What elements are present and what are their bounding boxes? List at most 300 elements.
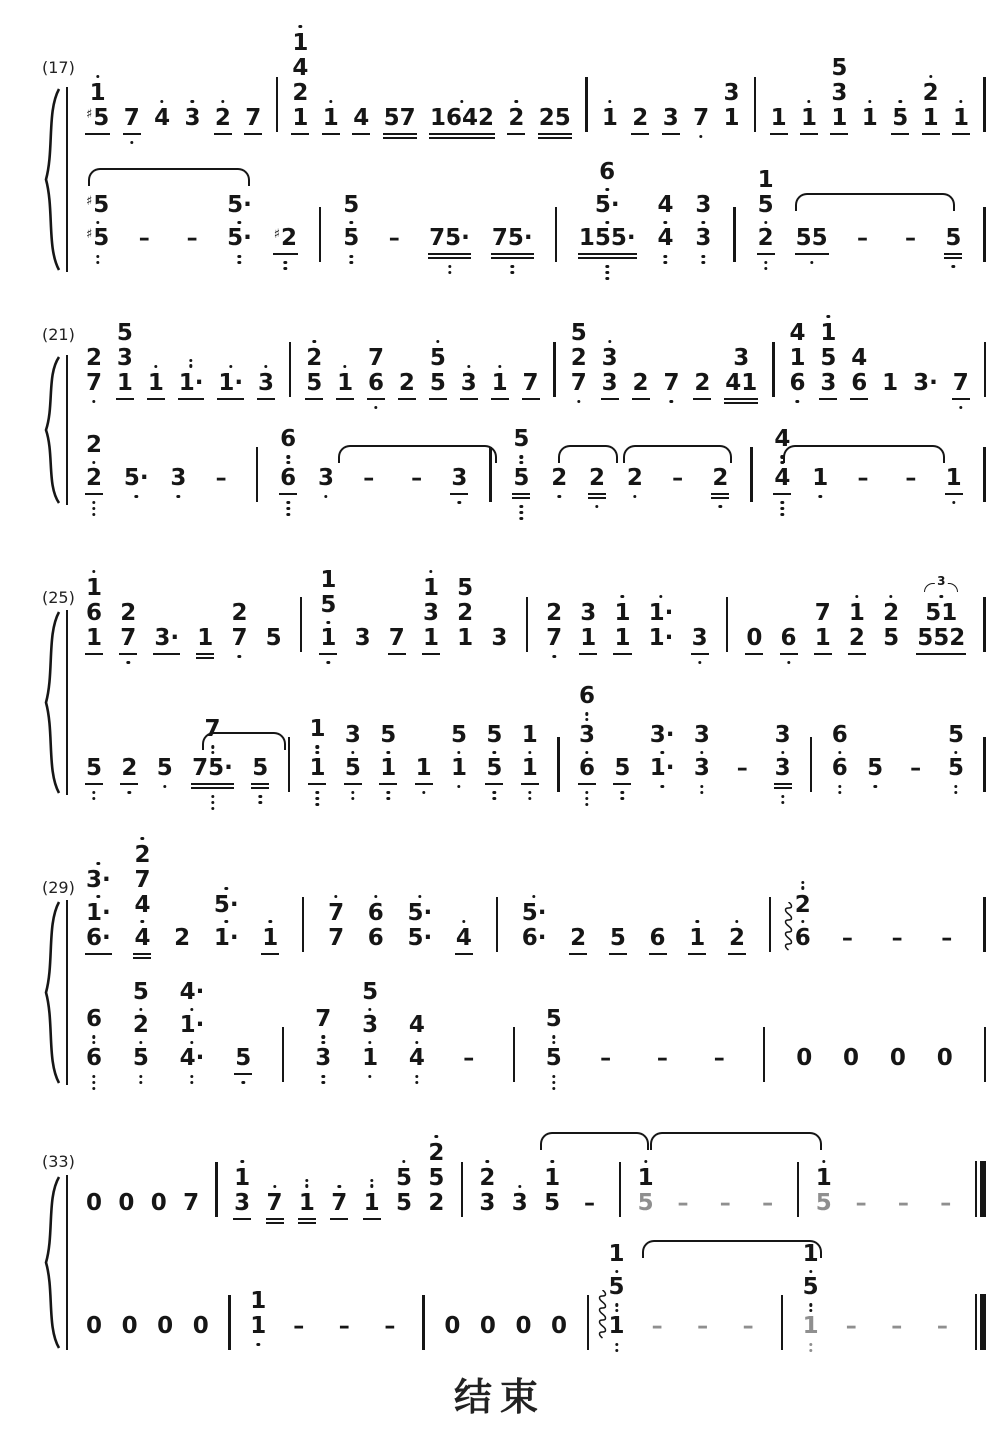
dash-hold: – — [855, 1191, 867, 1216]
octave-dot — [515, 100, 518, 103]
octave-dot — [585, 791, 588, 794]
note-digit: 3 — [345, 724, 361, 755]
beam-underline — [251, 783, 269, 785]
note-token — [214, 886, 239, 950]
beam-underline — [308, 783, 326, 785]
octave-dots-below — [700, 785, 703, 794]
octave-dot — [92, 1081, 95, 1084]
octave-dot — [97, 895, 100, 898]
note-token — [364, 1178, 380, 1215]
octave-dot — [605, 265, 608, 268]
octave-dot — [809, 1349, 812, 1352]
note-digit: 3 — [723, 80, 740, 106]
note-digit: 2 — [479, 1159, 495, 1190]
note-token — [663, 107, 679, 130]
octave-dot — [448, 271, 451, 274]
octave-dot — [781, 507, 784, 510]
rest-token — [118, 1192, 134, 1215]
note-digit: 1 — [451, 755, 468, 781]
note-token — [725, 347, 757, 395]
octave-dots-below — [664, 255, 667, 264]
note-digit: 1 — [250, 1313, 267, 1339]
octave-dots-below — [605, 265, 608, 280]
note-token — [183, 1192, 199, 1215]
octave-dot — [940, 595, 943, 598]
note-token — [154, 99, 170, 130]
octave-dot — [660, 785, 663, 788]
octave-dot — [284, 261, 287, 264]
octave-dot — [498, 365, 501, 368]
dash-token — [729, 758, 755, 780]
octave-dots-below — [92, 791, 95, 800]
slur-tie — [540, 1132, 649, 1150]
octave-dot — [286, 513, 289, 516]
octave-dot — [700, 785, 703, 788]
note-token — [570, 927, 586, 950]
beam-underline — [428, 257, 471, 259]
note-digit: 5· — [407, 925, 433, 951]
note-token — [234, 1159, 250, 1215]
octave-dot — [269, 920, 272, 923]
octave-dot — [855, 595, 858, 598]
rest-token — [193, 1315, 209, 1338]
note-token — [546, 602, 562, 650]
note-token — [923, 74, 939, 130]
note-token — [796, 227, 828, 250]
note-digit: 7 — [693, 105, 710, 131]
beam-underline — [367, 398, 385, 400]
barline — [772, 342, 774, 397]
octave-dot — [225, 887, 228, 890]
note-digit: 1 — [299, 1178, 315, 1215]
note-digit: 1 — [689, 919, 705, 950]
beam-underline — [123, 133, 141, 135]
beam-underline — [120, 783, 138, 785]
dash-token — [649, 1048, 675, 1070]
note-digit: 3 — [317, 465, 334, 491]
note-digit: 6 — [789, 370, 806, 396]
octave-dot — [700, 751, 703, 754]
note-token — [399, 372, 415, 395]
octave-dot — [615, 1349, 618, 1352]
barline — [754, 77, 756, 132]
octave-dot — [189, 364, 192, 367]
rest-token — [480, 1315, 496, 1338]
dash-hold: – — [857, 226, 869, 251]
beam-underline — [491, 398, 509, 400]
note-digit: 3 — [662, 105, 679, 131]
octave-dot — [436, 340, 439, 343]
octave-dot — [324, 495, 327, 498]
octave-dot — [92, 1035, 95, 1038]
octave-dot — [225, 920, 228, 923]
note-digit: 0 — [889, 1045, 906, 1071]
note-token — [491, 627, 507, 650]
note-digit: 3 — [695, 194, 711, 225]
note-digit: 5 — [344, 755, 361, 781]
note-digit: 4 — [154, 99, 170, 130]
note-digit: 3 — [694, 724, 710, 755]
octave-dot — [838, 751, 841, 754]
note-digit: 5· — [123, 465, 149, 491]
octave-dot — [238, 655, 241, 658]
note-digit: 5 — [545, 1045, 562, 1071]
dash-hold: – — [905, 466, 917, 491]
note-digit: 1 — [953, 99, 969, 130]
note-token — [409, 1014, 425, 1070]
dash-hold: – — [904, 226, 916, 251]
octave-dot — [552, 1081, 555, 1084]
note-digit: 3 — [820, 370, 837, 396]
note-digit: 5 — [343, 225, 360, 251]
note-token — [610, 927, 626, 950]
note-token — [396, 1159, 412, 1215]
note-token — [266, 627, 282, 650]
note-digit: 75· — [491, 225, 533, 251]
barline — [276, 77, 278, 132]
note-token — [544, 1159, 560, 1215]
note-digit: 6 — [368, 370, 385, 396]
octave-dot — [329, 100, 332, 103]
note-token — [638, 1159, 654, 1215]
beam-underline — [398, 398, 416, 400]
beam-underline — [383, 137, 417, 139]
note-digit: 5 — [362, 981, 378, 1012]
octave-dot — [827, 315, 830, 318]
octave-dots-below — [351, 791, 354, 800]
note-token — [430, 339, 446, 395]
octave-dots-below — [520, 505, 523, 520]
note-token — [197, 627, 213, 650]
beam-underline — [588, 493, 606, 495]
note-token — [657, 194, 673, 250]
note-digit: 4 — [409, 1014, 425, 1045]
note-digit: 5 — [815, 1190, 832, 1216]
note-token — [368, 347, 384, 395]
note-digit: 5 — [546, 1008, 562, 1045]
note-token — [86, 569, 102, 650]
octave-dot — [660, 751, 663, 754]
beam-underline — [662, 133, 680, 135]
note-digit: 0 — [515, 1313, 532, 1339]
octave-dot — [229, 365, 232, 368]
note-digit: 2 — [626, 465, 643, 491]
octave-dot — [615, 1309, 618, 1312]
octave-dot — [154, 365, 157, 368]
octave-dots-below — [702, 255, 705, 264]
octave-dot — [370, 1184, 373, 1187]
note-digit: 2 — [428, 1190, 445, 1216]
beam-underline — [774, 783, 792, 785]
note-digit: 7 — [86, 370, 103, 396]
rest-token — [515, 1315, 531, 1338]
barline — [282, 1027, 284, 1082]
note-digit: 4 — [657, 225, 674, 251]
dash-hold: – — [363, 466, 375, 491]
octave-dots-below — [126, 661, 129, 664]
note-digit: 2 — [231, 600, 248, 626]
octave-dot — [299, 25, 302, 28]
octave-dot — [322, 1075, 325, 1078]
octave-dots-below — [316, 791, 319, 806]
dash-hold: – — [463, 1046, 475, 1071]
slur-tie — [642, 1240, 822, 1258]
beam-underline — [153, 653, 180, 655]
dash-hold: – — [338, 1314, 350, 1339]
note-token — [795, 880, 811, 950]
barline — [983, 207, 985, 262]
octave-dots-below — [959, 406, 962, 409]
beam-underline — [233, 1218, 251, 1220]
octave-dots-below — [633, 495, 636, 498]
dash-token — [286, 1316, 312, 1338]
note-digit: 1 — [292, 105, 309, 131]
octave-dot — [139, 1081, 142, 1084]
octave-dots-below — [211, 795, 214, 810]
barline — [256, 447, 258, 502]
note-digit: 5 — [831, 55, 848, 81]
beam-underline — [133, 957, 151, 959]
note-token — [258, 364, 274, 395]
note-digit: 3 — [775, 724, 791, 755]
octave-dot — [621, 791, 624, 794]
note-digit: 1 — [882, 370, 899, 396]
note-digit: 5 — [132, 1045, 149, 1071]
octave-dot — [422, 791, 425, 794]
slur-tie — [783, 445, 945, 463]
note-digit: 2 — [508, 99, 524, 130]
octave-dot — [273, 1185, 276, 1188]
note-token — [913, 372, 938, 395]
note-digit: 0 — [746, 625, 763, 651]
note-digit: 1· — [649, 755, 675, 781]
octave-dot — [809, 1309, 812, 1312]
beam-underline — [178, 398, 205, 400]
note-digit: 1 — [250, 1288, 267, 1314]
note-digit: 5 — [513, 428, 529, 465]
octave-dot — [764, 261, 767, 264]
octave-dot — [621, 797, 624, 800]
note-token — [331, 1184, 347, 1215]
note-digit: 7 — [328, 894, 344, 925]
beam-underline — [460, 398, 478, 400]
note-digit: 7 — [331, 1184, 347, 1215]
octave-dot — [952, 501, 955, 504]
note-token — [546, 1008, 562, 1070]
note-token — [627, 467, 643, 490]
octave-dot — [92, 461, 95, 464]
octave-dot — [633, 495, 636, 498]
barline — [781, 1295, 783, 1350]
beam-underline — [512, 497, 530, 499]
note-digit: ♯2 — [273, 225, 298, 251]
note-digit: 7 — [123, 105, 140, 131]
octave-dot — [177, 495, 180, 498]
octave-dots-below — [595, 505, 598, 508]
dash-hold: – — [656, 1046, 668, 1071]
note-digit: 5· — [595, 194, 620, 225]
note-digit: 1· — [179, 358, 204, 395]
beam-underline — [724, 398, 758, 400]
octave-dot — [418, 895, 421, 898]
beam-underline — [305, 398, 323, 400]
dash-hold: – — [941, 926, 953, 951]
octave-dot — [585, 712, 588, 715]
octave-dot — [809, 1303, 812, 1306]
beam-underline — [631, 133, 649, 135]
note-digit: 1642 — [430, 99, 494, 130]
octave-dot — [96, 255, 99, 258]
octave-dot — [552, 1041, 555, 1044]
octave-dot — [528, 751, 531, 754]
note-digit: 0 — [551, 1313, 568, 1339]
note-digit: 75· — [192, 755, 233, 781]
octave-dot — [128, 791, 131, 794]
dash-token — [356, 468, 382, 490]
note-token — [389, 627, 405, 650]
beam-underline — [578, 257, 637, 259]
beam-underline — [330, 1218, 348, 1220]
beam-underline — [251, 787, 269, 789]
note-digit: 2 — [457, 600, 474, 626]
barline — [983, 897, 985, 952]
octave-dot — [822, 1160, 825, 1163]
note-digit: 1 — [723, 105, 740, 131]
beam-underline — [336, 398, 354, 400]
octave-dot — [240, 1160, 243, 1163]
note-token — [551, 467, 567, 490]
note-token — [353, 107, 369, 130]
dash-token — [903, 758, 929, 780]
note-digit: 1 — [614, 594, 630, 625]
octave-dot — [467, 365, 470, 368]
note-digit: 7 — [368, 345, 385, 371]
octave-dots-below — [324, 495, 327, 498]
barline — [302, 897, 304, 952]
octave-dot — [322, 1035, 325, 1038]
note-digit: 7 — [814, 600, 831, 626]
beam-underline — [814, 653, 832, 655]
note-token — [815, 602, 831, 650]
octave-dot — [305, 1179, 308, 1182]
octave-dot — [621, 595, 624, 598]
note-digit: 0 — [796, 1045, 813, 1071]
octave-dot — [552, 655, 555, 658]
note-token — [384, 107, 416, 130]
octave-dots-below — [322, 1075, 325, 1084]
score-system — [0, 1120, 1000, 1360]
dash-hold: – — [910, 756, 922, 781]
note-digit: 3 — [580, 600, 597, 626]
note-digit: 2 — [570, 345, 587, 371]
octave-dot — [190, 1041, 193, 1044]
note-token — [589, 467, 605, 490]
octave-dot — [286, 501, 289, 504]
note-digit: 2 — [174, 925, 191, 951]
octave-dots-below — [457, 785, 460, 788]
octave-dot — [126, 661, 129, 664]
note-token — [486, 724, 502, 780]
octave-dot — [435, 1135, 438, 1138]
octave-dots-below — [781, 501, 784, 516]
note-token — [299, 1178, 315, 1215]
note-token — [174, 927, 190, 950]
note-digit: 6 — [368, 894, 384, 925]
note-token — [154, 627, 179, 650]
note-token — [148, 364, 164, 395]
beam-underline — [691, 653, 709, 655]
octave-dot — [305, 1184, 308, 1187]
octave-dots-below — [286, 501, 289, 516]
beam-underline — [922, 133, 940, 135]
octave-dot — [92, 513, 95, 516]
note-token — [513, 428, 529, 490]
octave-dots-below — [387, 791, 390, 800]
octave-dots-below — [781, 795, 784, 804]
note-digit: 1· — [648, 625, 674, 651]
rest-token — [796, 1047, 812, 1070]
rest-token — [746, 627, 762, 650]
note-digit: 3 — [451, 465, 468, 491]
beam-underline — [724, 402, 758, 404]
note-digit: 1 — [757, 167, 774, 193]
octave-dot — [889, 595, 892, 598]
note-digit: 5 — [614, 755, 631, 781]
octave-dot — [415, 1081, 418, 1084]
slur-tie — [202, 732, 286, 750]
octave-dots-below — [96, 255, 99, 264]
note-digit: 3· — [650, 724, 675, 755]
octave-dots-below — [552, 1075, 555, 1090]
beam-underline — [352, 133, 370, 135]
note-digit: 1 — [803, 1243, 819, 1274]
octave-dot — [702, 261, 705, 264]
octave-dots-below — [764, 261, 767, 270]
octave-dot — [615, 1303, 618, 1306]
beam-underline — [85, 783, 103, 785]
octave-dots-below — [615, 1343, 618, 1352]
note-digit: 1 — [364, 1178, 380, 1215]
octave-dot — [370, 1179, 373, 1182]
octave-dot — [585, 803, 588, 806]
beam-underline — [850, 398, 868, 400]
note-token — [781, 627, 797, 650]
octave-dot — [520, 461, 523, 464]
octave-dots-below — [809, 1343, 812, 1352]
note-digit: 3 — [362, 1014, 378, 1045]
note-token — [179, 358, 204, 395]
octave-dot — [350, 261, 353, 264]
octave-dot — [316, 803, 319, 806]
octave-dot — [402, 1160, 405, 1163]
note-token — [633, 372, 649, 395]
note-digit: ♯5 — [86, 105, 110, 131]
dash-token — [593, 1048, 619, 1070]
note-digit: 2 — [923, 74, 939, 105]
rest-token — [843, 1047, 859, 1070]
note-digit: 5 — [306, 370, 323, 396]
note-digit: 7 — [570, 370, 587, 396]
dash-hold: – — [891, 926, 903, 951]
octave-dot — [92, 570, 95, 573]
octave-dot — [191, 100, 194, 103]
octave-dots-below — [528, 791, 531, 800]
octave-dots-below — [238, 655, 241, 658]
sharp-icon: ♯ — [86, 107, 93, 122]
dash-token — [208, 468, 234, 490]
octave-dot — [316, 797, 319, 800]
octave-dot — [92, 797, 95, 800]
